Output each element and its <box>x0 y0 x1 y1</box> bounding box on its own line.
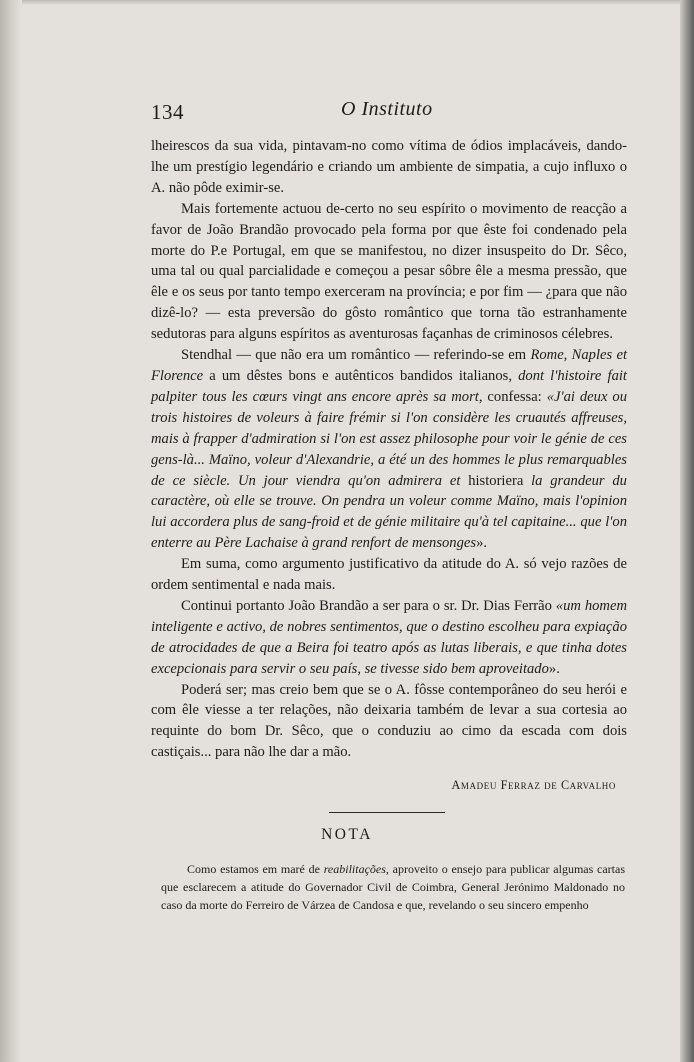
running-head <box>151 98 627 126</box>
italic-run: dont l'histoire fait palpiter tous les cœurs vingt ans encore après sa mort, <box>151 367 627 405</box>
italic-quotation: «J'ai deux ou trois histoires de voleurs à faire frémir si l'on considère les cruautés affreuses, mais à frapper d'admiration si l'on est assez philosophe pour voir le génie de ces gens-là... Maïno, voleur d'Alexandrie, a été un des hommes le plus remarquables de ce siècle. Un jour viendra qu'on admirera et <box>151 388 627 489</box>
paragraph-dias-ferrao <box>151 596 627 680</box>
journal-title: O Instituto <box>341 98 433 120</box>
italic-run: se tivesse sido bem aproveitado <box>364 660 549 677</box>
text-run: Como estamos em maré de <box>187 862 324 876</box>
italic-quotation: «um homem inteligente e activo, de nobres sentimentos, que o destino escolheu para expiação de atrocidades de que a Beira foi teatro após as lutas liberais, e que tinha dotes excepcionais para servir o seu país <box>151 597 627 677</box>
text-run: ». <box>476 535 488 552</box>
text-run: a um dêstes bons e autênticos bandidos italianos, <box>203 367 519 384</box>
italic-run: reabilitações, <box>323 862 389 876</box>
italic-run: Rome, Naples et Florence <box>151 347 627 384</box>
italic-quotation: la grandeur du caractère, où elle se trouve. On pendra un voleur comme Maïno, mais l'opinion lui accordera plus de sang-froid et de génie militaire qu'à tel capitaine... que l'on enterre au Père Lachaise à grand renfort de mensonges <box>151 472 627 552</box>
author-signature: Amadeu Ferraz de Carvalho <box>451 778 616 792</box>
section-divider <box>329 812 445 813</box>
page-number: 134 <box>151 100 184 124</box>
paragraph-continuation: lheirescos da sua vida, pintavam-no como vítima de ódios implacáveis, dando-lhe um prestígio legendário e criando um ambiente de simpatia, a cujo influxo o A. não pôde eximir-se. <box>151 138 627 196</box>
text-run: confessa: <box>482 388 547 405</box>
text-run: aproveito o ensejo para publicar algumas cartas que esclarecem a atitude do Governador Civil de Coimbra, General Jerónimo Maldonado no caso da morte do Ferreiro de Várzea de Candosa e que, revelando o seu sincero empenho <box>161 862 626 912</box>
article-body <box>151 136 627 763</box>
scan-left-margin-shadow <box>0 0 22 1062</box>
text-run: ». <box>548 660 560 677</box>
note-body <box>161 860 625 914</box>
note-heading: NOTA <box>321 826 373 843</box>
scan-right-binding-shadow <box>680 0 694 1062</box>
note-paragraph <box>161 860 625 914</box>
paragraph-conclusion: Poderá ser; mas creio bem que se o A. fôsse contemporâneo do seu herói e com êle viesse a ter relações, não deixaria também de levar a sua cortesia ao requinte do bom Dr. Sêco, que o conduziu ao cimo da escada com dois castiçais... para não lhe dar a mão. <box>151 681 627 761</box>
text-run: Continui portanto João Brandão a ser para o sr. Dr. Dias Ferrão <box>181 597 556 614</box>
paragraph-stendhal <box>151 345 627 554</box>
paragraph-summary: Em suma, como argumento justificativo da atitude do A. só vejo razões de ordem sentimental e nada mais. <box>151 556 627 594</box>
text-run: , <box>357 660 365 677</box>
text-run: historiera <box>460 472 532 489</box>
text-run: Stendhal — que não era um romântico — referindo-se em <box>181 347 531 364</box>
paragraph-reaction: Mais fortemente actuou de-certo no seu espírito o movimento de reacção a favor de João Brandão provocado pela forma por que êste foi condenado pela morte do P.e Portugal, em que se manifestou, no dizer insuspeito do Dr. Sêco, uma tal ou qual parcialidade e começou a pesar sôbre êle a mesma pressão, que êle e os seus por tanto tempo exerceram na província; e por fim — ¿para que não dizê-lo? — esta preversão do gôsto romântico que torna tão estranhamente sedutoras para alguns espíritos as aventurosas façanhas de criminosos célebres. <box>151 200 627 343</box>
scan-top-shadow <box>0 0 694 5</box>
